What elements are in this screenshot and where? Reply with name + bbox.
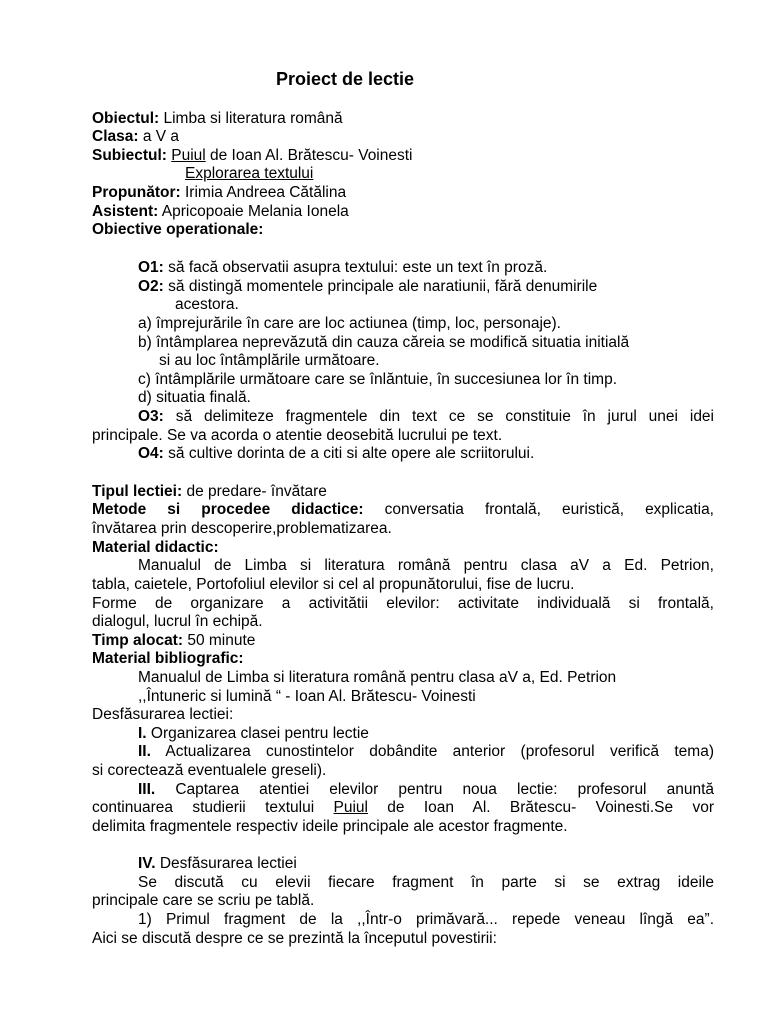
o2-continued: acestora. xyxy=(175,296,239,313)
material-line1: Manualul de Limba si literatura română pentru clasa aV a Ed. Petrion, xyxy=(138,557,714,574)
biblio-heading: Material bibliografic: xyxy=(92,650,244,667)
step-iii-line2-end: de Ioan Al. Brătescu- Voinesti.Se vor xyxy=(367,799,714,816)
tipul-value: de predare- învătare xyxy=(182,483,327,500)
fragment-1-line2: Aici se discută despre ce se prezintă la începutul povestirii: xyxy=(92,930,497,947)
objective-item-c: c) întâmplările următoare care se înlăntuie, în succesiunea lor în timp. xyxy=(138,371,618,388)
o3-text: să delimiteze fragmentele din text ce se constituie în jurul unei idei xyxy=(163,408,714,425)
metode-label: Metode si procedee didactice: xyxy=(92,501,364,518)
step-ii-text: Actualizarea cunostintelor dobândite anterior (profesorul verifică tema) xyxy=(150,743,714,760)
step-ii-label: II. xyxy=(138,743,151,760)
fragment-1 xyxy=(92,911,714,929)
clasa-label: Clasa: xyxy=(92,128,139,145)
obiectul-label: Obiectul: xyxy=(92,110,160,127)
field-obiectul xyxy=(92,110,343,128)
step-iii-label: III. xyxy=(138,781,156,798)
step-iv-para xyxy=(92,874,714,892)
step-iv-line1: Se discută cu elevii fiecare fragment în parte si se extrag ideile xyxy=(138,874,714,891)
field-tipul xyxy=(92,483,327,501)
step-iv xyxy=(138,855,297,873)
obiective-heading: Obiective operationale: xyxy=(92,221,264,238)
clasa-value: a V a xyxy=(138,128,180,145)
o3-label: O3: xyxy=(138,408,164,425)
objective-item-d: d) situatia finală. xyxy=(138,389,251,406)
step-iv-label: IV. xyxy=(138,855,156,872)
subiectul-label: Subiectul: xyxy=(92,147,167,164)
desfasurare-heading: Desfăsurarea lectiei: xyxy=(92,706,234,723)
subiectul-title: Puiul xyxy=(171,147,206,164)
subiectul-value: de Ioan Al. Brătescu- Voinesti xyxy=(205,147,413,164)
metode-continued: învătarea prin descoperire,problematizarea. xyxy=(92,520,392,537)
obiectul-value: Limba si literatura română xyxy=(159,110,343,127)
field-propunator xyxy=(92,184,346,202)
propunator-label: Propunător: xyxy=(92,184,181,201)
field-clasa xyxy=(92,128,179,146)
step-i-label: I. xyxy=(138,725,147,742)
step-iv-line2: principale care se scriu pe tablă. xyxy=(92,892,315,909)
biblio-item-1: Manualul de Limba si literatura română pentru clasa aV a, Ed. Petrion xyxy=(138,669,617,686)
step-iv-text: Desfăsurarea lectiei xyxy=(155,855,297,872)
field-subiectul xyxy=(92,147,413,165)
o4-label: O4: xyxy=(138,445,164,462)
objective-item-a: a) împrejurările în care are loc actiunea (timp, loc, personaje). xyxy=(138,315,561,332)
step-ii xyxy=(92,743,714,761)
propunator-value: Irimia Andreea Cătălina xyxy=(180,184,347,201)
material-text xyxy=(92,557,714,575)
field-metode xyxy=(92,501,714,519)
o1-text: să facă observatii asupra textului: este un text în proză. xyxy=(163,259,548,276)
subiectul-subtitle: Explorarea textului xyxy=(185,165,314,182)
step-iii-title: Puiul xyxy=(333,799,368,816)
asistent-label: Asistent: xyxy=(92,203,159,220)
o4-text: să cultive dorinta de a citi si alte opere ale scriitorului. xyxy=(163,445,535,462)
o3-continued: principale. Se va acorda o atentie deosebită lucrului pe text. xyxy=(92,427,503,444)
objective-o2 xyxy=(138,278,597,296)
step-iii-line3: delimita fragmentele respectiv ideile principale ale acestor fragmente. xyxy=(92,818,568,835)
step-iii xyxy=(92,781,714,799)
objective-o3 xyxy=(92,408,714,426)
field-timp xyxy=(92,632,255,650)
objective-o4 xyxy=(138,445,534,463)
step-ii-continued: si corectează eventualele greseli). xyxy=(92,762,327,779)
timp-value: 50 minute xyxy=(183,632,256,649)
step-iii-line2 xyxy=(92,799,714,817)
material-heading: Material didactic: xyxy=(92,539,219,556)
step-iii-line2-start: continuarea studierii textului xyxy=(92,799,334,816)
o1-label: O1: xyxy=(138,259,164,276)
field-asistent xyxy=(92,203,349,221)
step-i-text: Organizarea clasei pentru lectie xyxy=(146,725,369,742)
objective-item-b: b) întâmplarea neprevăzută din cauza căreia se modifică situatia initială xyxy=(138,334,630,351)
forme-text: Forme de organizare a activitătii elevilor: activitate individuală si frontală, xyxy=(92,595,714,612)
step-iii-text: Captarea atentiei elevilor pentru noua lectie: profesorul anuntă xyxy=(155,781,714,798)
biblio-item-2: ,,Întuneric si lumină “ - Ioan Al. Brătescu- Voinesti xyxy=(138,688,476,705)
tipul-label: Tipul lectiei: xyxy=(92,483,183,500)
o2-label: O2: xyxy=(138,278,164,295)
objective-o1 xyxy=(138,259,547,277)
step-i xyxy=(138,725,369,743)
asistent-value: Apricopoaie Melania Ionela xyxy=(158,203,349,220)
timp-label: Timp alocat: xyxy=(92,632,184,649)
objective-item-b-continued: si au loc întâmplările următoare. xyxy=(159,352,380,369)
metode-value: conversatia frontală, euristică, explicatia, xyxy=(363,501,714,518)
page-title: Proiect de lectie xyxy=(276,69,415,89)
o2-text: să distingă momentele principale ale naratiunii, fără denumirile xyxy=(163,278,598,295)
fragment-1-line1: 1) Primul fragment de la ,,Într-o primăvară... repede veneau lîngă ea”. xyxy=(138,911,714,928)
forme-continued: dialogul, lucrul în echipă. xyxy=(92,613,263,630)
material-continued: tabla, caietele, Portofoliul elevilor si cel al propunătorului, fise de lucru. xyxy=(92,576,575,593)
